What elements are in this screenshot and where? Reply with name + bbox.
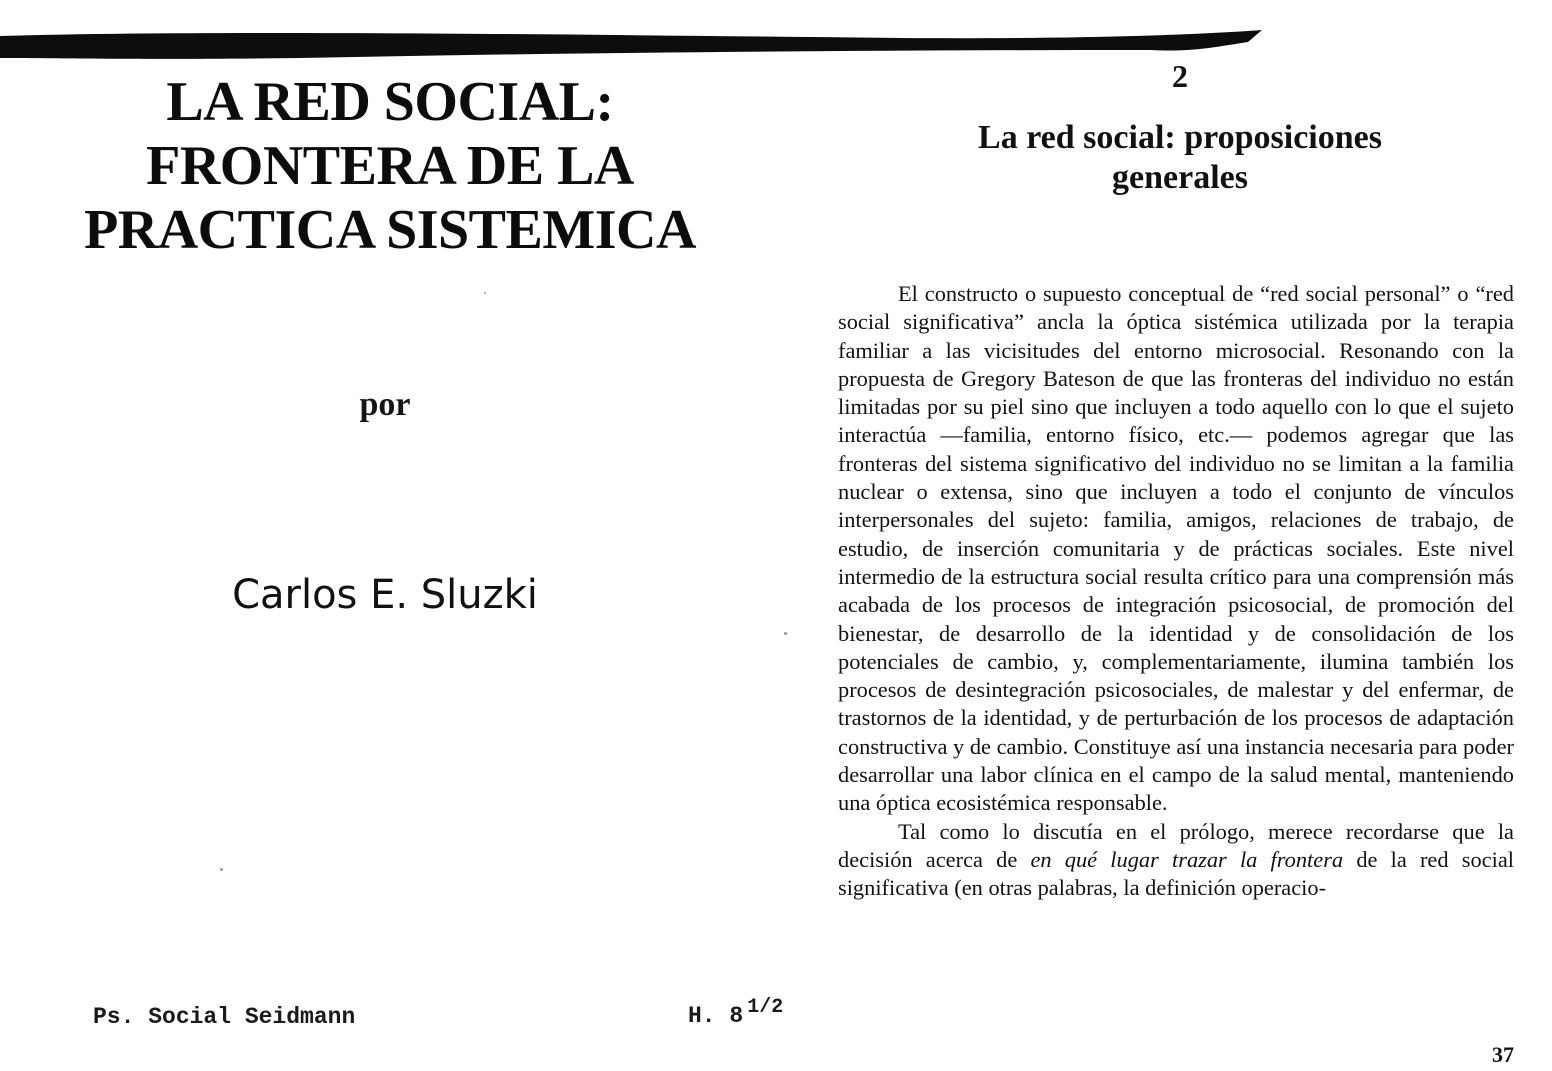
paragraph-2-italic: en qué lugar trazar la frontera: [1030, 846, 1344, 872]
paragraph-2-end: de la red social significativa (en otras palabras, la definición operacio-: [838, 846, 1514, 901]
stamp-fraction: 1/2: [747, 996, 784, 1019]
paragraph-1: El constructo o supuesto conceptual de “red social personal” o “red social significativa” ancla la óptica sistémica utilizada por la terapia familiar a las vicisitudes del entorno microsocial. Resonando con la propuesta de Gregory Bateson de que las fronteras del individuo no están limitadas por su piel sino que incluyen a todo aquello con lo que el sujeto interactúa —familia, entorno físico, etc.— podemos agregar que las fronteras del sistema significativo del individuo no se limitan a la familia nuclear o extensa, sino que incluyen a todo el conjunto de vínculos interpersonales del sujeto: familia, amigos, relaciones de trabajo, de estudio, de inserción comunitaria y de prácticas sociales. Este nivel intermedio de la estructura social resulta crítico para una comprensión más acabada de los procesos de integración psicosocial, de promoción del bienestar, de desarrollo de la identidad y de consolidación de los potenciales de cambio, y, complementariamente, ilumina también los procesos de desintegración psicosociales, de malestar y del enfermar, de trastornos de la identidad, y de perturbación de los procesos de adaptación constructiva y de cambio. Constituye así una instancia necesaria para poder desarrollar una labor clínica en el campo de la salud mental, manteniendo una óptica ecosistémica responsable.: [838, 281, 1514, 816]
scan-speck: [484, 292, 486, 294]
book-title: [60, 70, 720, 262]
right-page: [810, 0, 1552, 1071]
author-name: Carlos E. Sluzki: [232, 572, 538, 618]
book-title-line-3: PRACTICA SISTEMICA: [84, 199, 696, 261]
scan-speck: [784, 632, 787, 635]
chapter-number: 2: [1172, 58, 1188, 94]
paragraph-2-start: Tal como lo discutía en el prólogo, merece recordarse que la decisión acerca de: [838, 818, 1514, 872]
paragraph-2: [838, 818, 1514, 903]
page-number: 37: [1492, 1042, 1514, 1067]
scan-speck: [220, 868, 223, 871]
chapter-title: La red social: proposiciones generales: [978, 119, 1382, 196]
by-label: por: [359, 386, 411, 423]
stamp-code: H. 8: [688, 1003, 744, 1029]
book-title-line-2: FRONTERA DE LA: [146, 135, 634, 197]
library-stamp-left: Ps. Social Seidmann: [93, 1004, 356, 1030]
body-text: [838, 280, 1514, 903]
library-stamp-right: [688, 986, 783, 1038]
book-title-line-1: LA RED SOCIAL:: [166, 71, 614, 133]
